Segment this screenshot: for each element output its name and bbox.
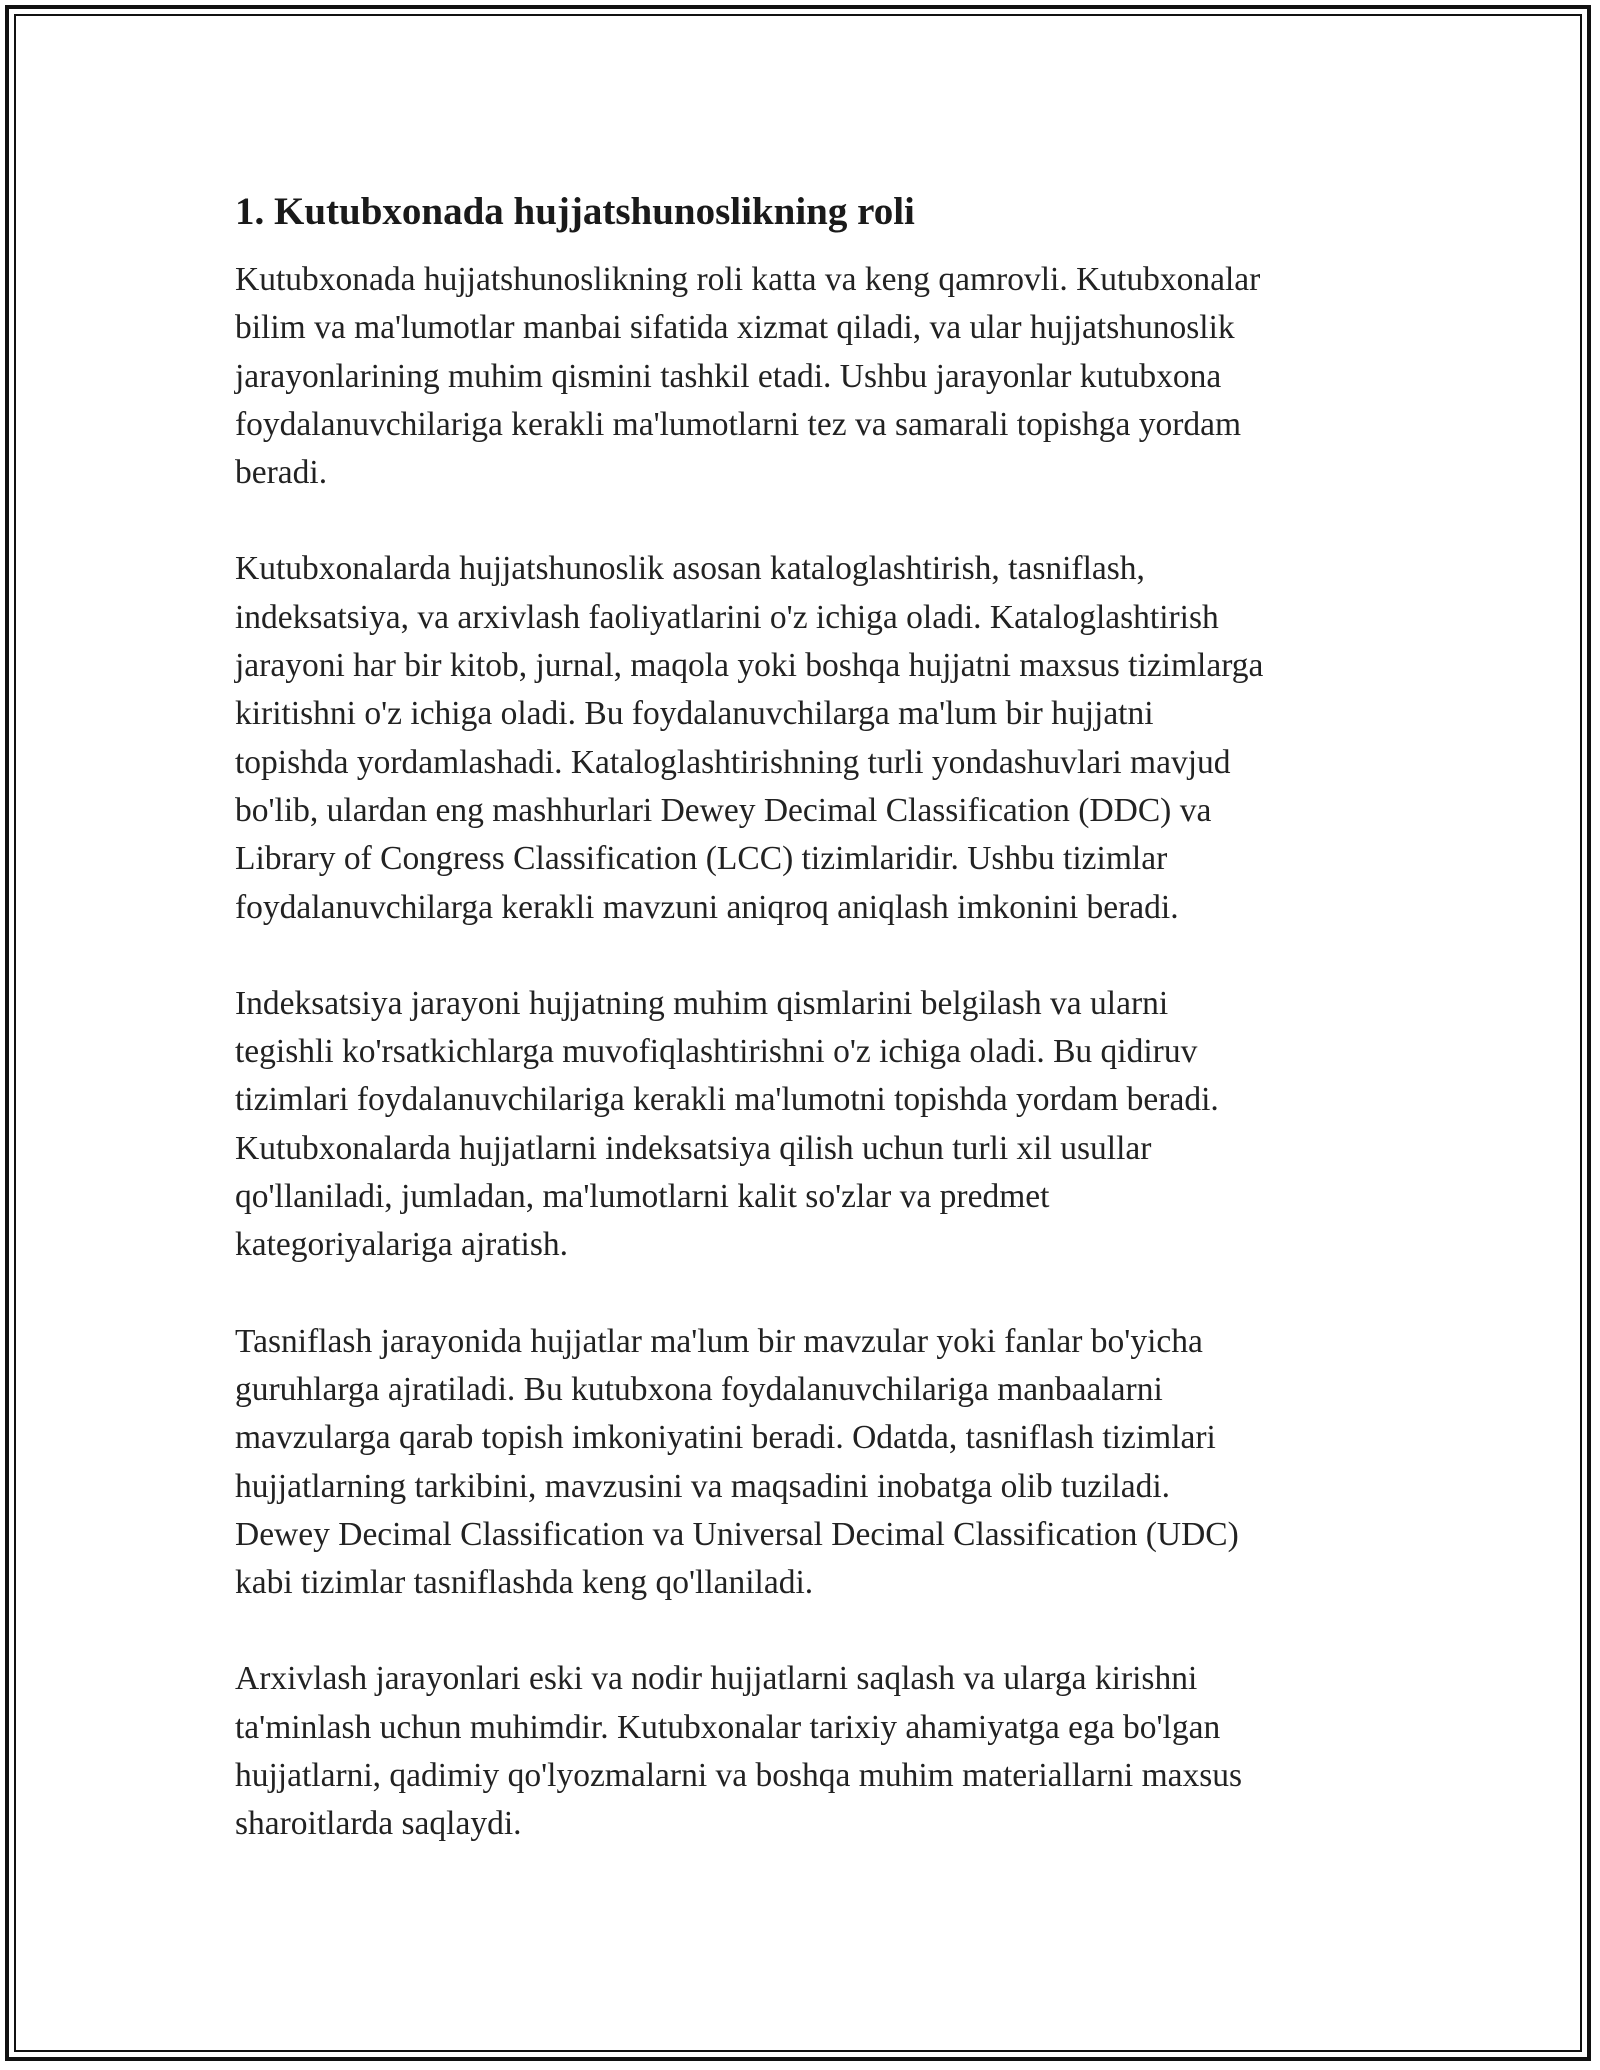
section-heading: 1. Kutubxonada hujjatshunoslikning roli (235, 190, 915, 233)
paragraph-line: ta'minlash uchun muhimdir. Kutubxonalar tarixiy ahamiyatga ega bo'lgan (235, 1708, 1221, 1746)
paragraph-line: jarayonlarining muhim qismini tashkil etadi. Ushbu jarayonlar kutubxona (235, 357, 1222, 395)
paragraph-list (235, 256, 1385, 1849)
document-body (235, 186, 1385, 1897)
paragraph-line: Dewey Decimal Classification va Universal Decimal Classification (UDC) (235, 1515, 1239, 1553)
paragraph-2 (235, 545, 1385, 931)
paragraph-line: tegishli ko'rsatkichlarga muvofiqlashtirishni o'z ichiga oladi. Bu qidiruv (235, 1033, 1198, 1071)
paragraph-line: Indeksatsiya jarayoni hujjatning muhim qismlarini belgilash va ularni (235, 984, 1169, 1022)
paragraph-line: bo'lib, ulardan eng mashhurlari Dewey Decimal Classification (DDC) va (235, 791, 1212, 829)
paragraph-4 (235, 1318, 1385, 1608)
paragraph-line: sharoitlarda saqlaydi. (235, 1805, 522, 1843)
paragraph-line: Arxivlash jarayonlari eski va nodir hujjatlarni saqlash va ularga kirishni (235, 1660, 1198, 1698)
paragraph-5 (235, 1655, 1385, 1848)
paragraph-line: jarayoni har bir kitob, jurnal, maqola yoki boshqa hujjatni maxsus tizimlarga (235, 647, 1264, 685)
paragraph-1 (235, 256, 1385, 497)
paragraph-line: guruhlarga ajratiladi. Bu kutubxona foydalanuvchilariga manbaalarni (235, 1370, 1163, 1408)
paragraph-line: Kutubxonalarda hujjatshunoslik asosan kataloglashtirish, tasniflash, (235, 550, 1145, 588)
paragraph-line: Kutubxonalarda hujjatlarni indeksatsiya qilish uchun turli xil usullar (235, 1129, 1152, 1167)
paragraph-line: bilim va ma'lumotlar manbai sifatida xizmat qiladi, va ular hujjatshunoslik (235, 309, 1235, 347)
paragraph-line: hujjatlarni, qadimiy qo'lyozmalarni va boshqa muhim materiallarni maxsus (235, 1757, 1243, 1795)
paragraph-line: tizimlari foydalanuvchilariga kerakli ma'lumotni topishda yordam beradi. (235, 1081, 1219, 1119)
paragraph-3 (235, 980, 1385, 1270)
paragraph-line: foydalanuvchilarga kerakli mavzuni aniqroq aniqlash imkonini beradi. (235, 888, 1179, 926)
paragraph-line: kategoriyalariga ajratish. (235, 1226, 568, 1264)
paragraph-line: Kutubxonada hujjatshunoslikning roli katta va keng qamrovli. Kutubxonalar (235, 261, 1261, 298)
paragraph-line: hujjatlarning tarkibini, mavzusini va maqsadini inobatga olib tuziladi. (235, 1467, 1171, 1505)
paragraph-line: qo'llaniladi, jumladan, ma'lumotlarni kalit so'zlar va predmet (235, 1178, 1050, 1216)
paragraph-line: Tasniflash jarayonida hujjatlar ma'lum bir mavzular yoki fanlar bo'yicha (235, 1322, 1203, 1360)
paragraph-line: foydalanuvchilariga kerakli ma'lumotlarni tez va samarali topishga yordam (235, 405, 1242, 443)
paragraph-line: indeksatsiya, va arxivlash faoliyatlarini o'z ichiga oladi. Kataloglashtirish (235, 598, 1219, 636)
paragraph-line: kabi tizimlar tasniflashda keng qo'llaniladi. (235, 1564, 814, 1602)
paragraph-line: mavzularga qarab topish imkoniyatini beradi. Odatda, tasniflash tizimlari (235, 1419, 1216, 1457)
paragraph-line: topishda yordamlashadi. Kataloglashtirishning turli yondashuvlari mavjud (235, 743, 1231, 781)
paragraph-line: kiritishni o'z ichiga oladi. Bu foydalanuvchilarga ma'lum bir hujjatni (235, 695, 1154, 733)
paragraph-line: beradi. (235, 454, 328, 492)
paragraph-line: Library of Congress Classification (LCC) tizimlaridir. Ushbu tizimlar (235, 840, 1168, 878)
